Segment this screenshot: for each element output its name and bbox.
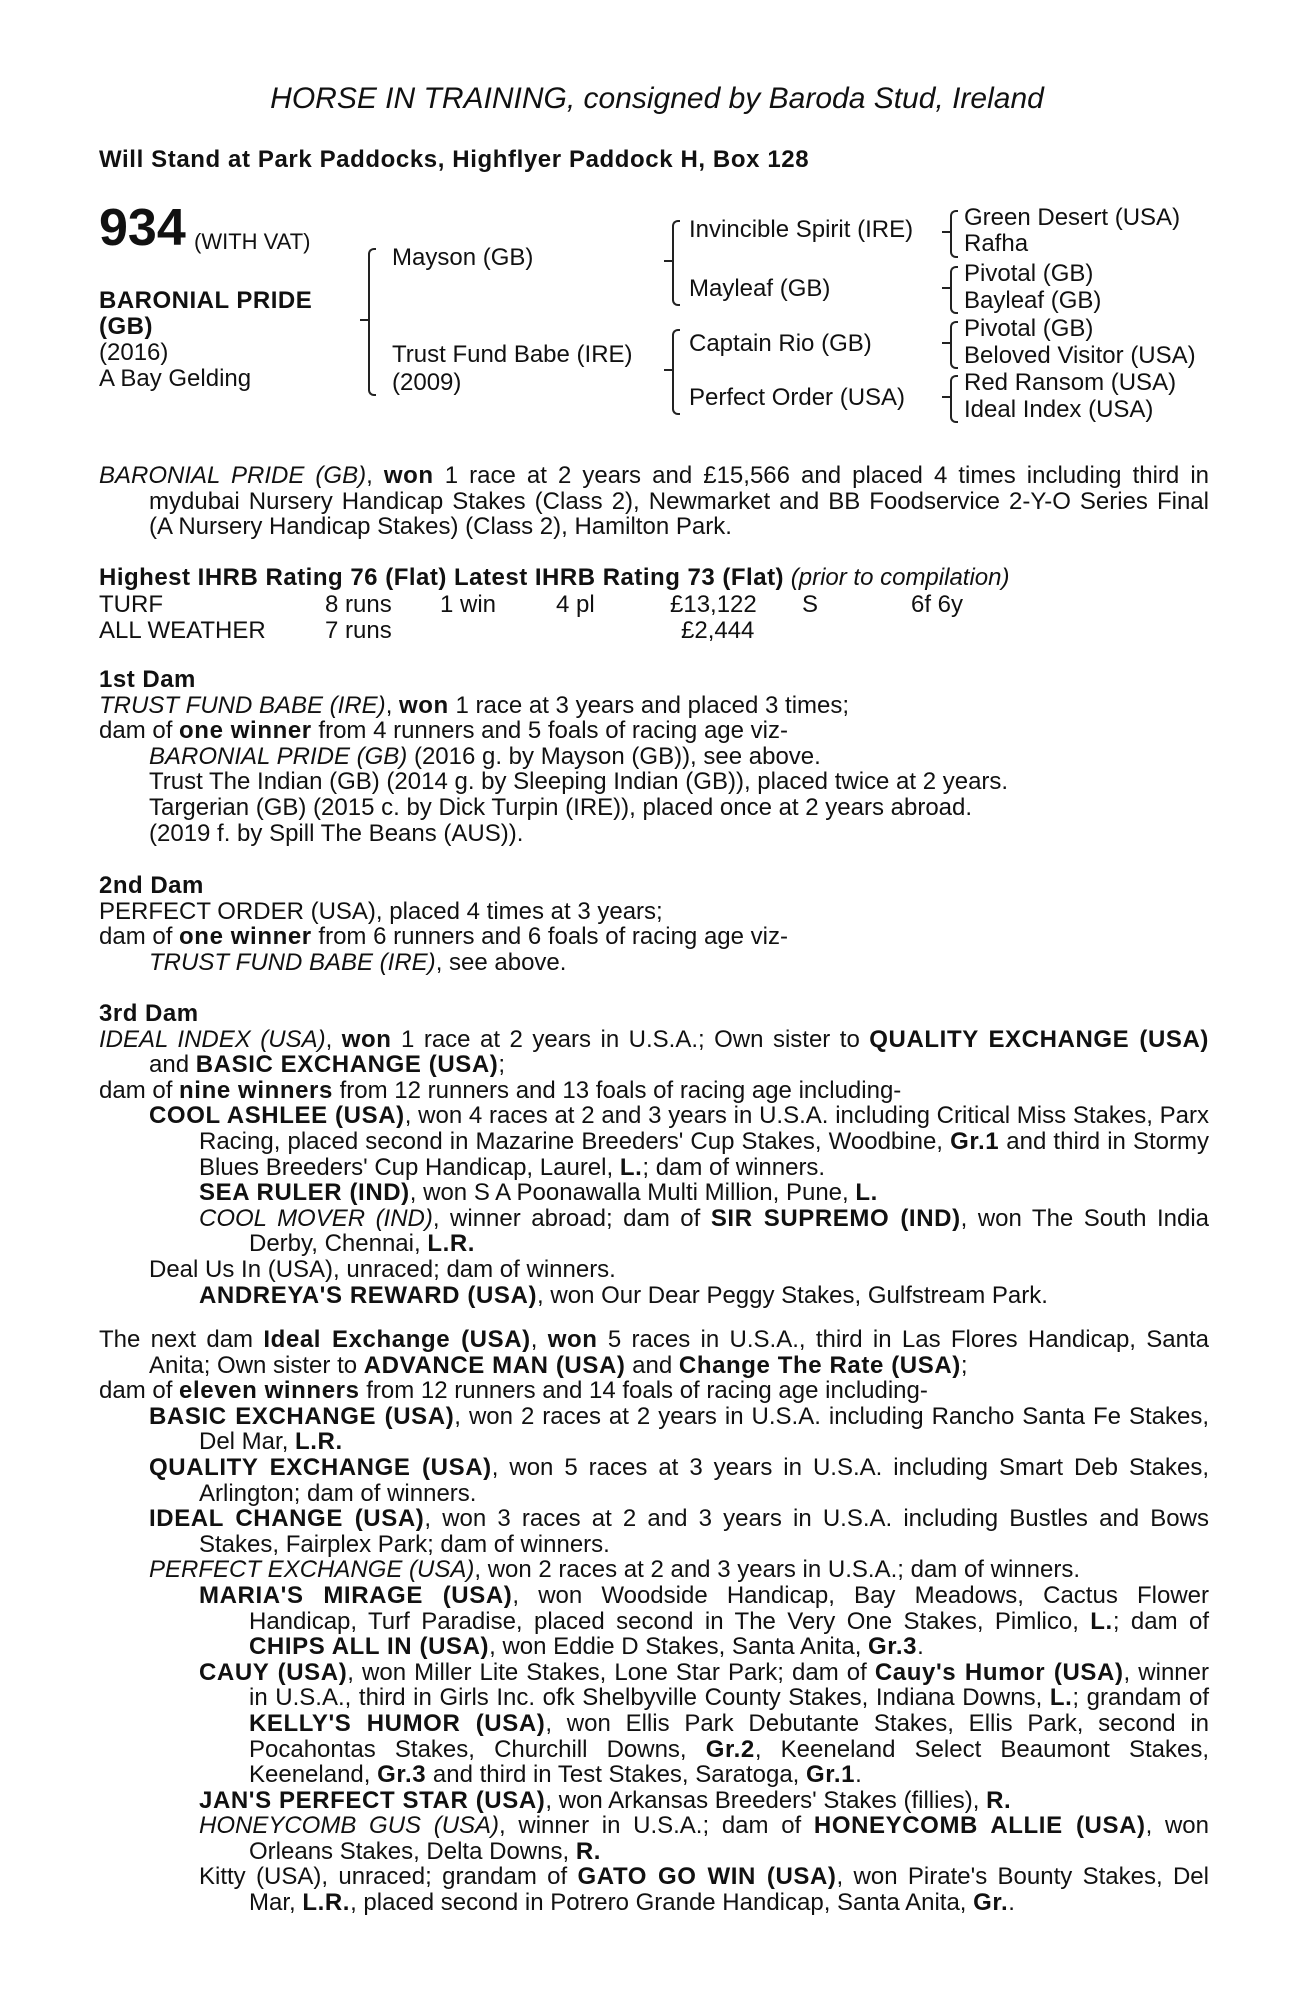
gen4-3: Pivotal (GB)	[964, 260, 1094, 287]
first-dam-section: 1st Dam TRUST FUND BABE (IRE), won 1 race at 3 years and placed 3 times; dam of one winner from 4 runners and 5 foals of racing age viz- BARONIAL PRIDE (GB) (2016 g. by Mayson (GB)), see above. Trust The Indian (GB) (2014 g. by Sleeping Indian (GB)), placed twice at 2 years. Targerian (GB) (2015 c. by Dick Turpin (IRE)), placed once at 2 years abroad. (2019 f. by Spill The Beans (AUS)).	[99, 667, 1209, 846]
next-dam-section: The next dam Ideal Exchange (USA), won 5 races in U.S.A., third in Las Flores Handicap, Santa Anita; Own sister to ADVANCE MAN (USA) and Change The Rate (USA); dam of eleven winners from 12 runners and 14 foals of racing age including- BASIC EXCHANGE (USA), won 2 races at 2 years in U.S.A. including Rancho Santa Fe Stakes, Del Mar, L.R. QUALITY EXCHANGE (USA), won 5 races at 3 years in U.S.A. including Smart Deb Stakes, Arlington; dam of winners. IDEAL CHANGE (USA), won 3 races at 2 and 3 years in U.S.A. including Bustles and Bows Stakes, Fairplex Park; dam of winners. PERFECT EXCHANGE (USA), won 2 races at 2 and 3 years in U.S.A.; dam of winners. MARIA'S MIRAGE (USA), won Woodside Handicap, Bay Meadows, Cactus Flower Handicap, Turf Paradise, placed second in The Very One Stakes, Pimlico, L.; dam of CHIPS ALL IN (USA), won Eddie D Stakes, Santa Anita, Gr.3. CAUY (USA), won Miller Lite Stakes, Lone Star Park; dam of Cauy's Humor (USA), winner in U.S.A., third in Girls Inc. ofk Shelbyville County Stakes, Indiana Downs, L.; grandam of KELLY'S HUMOR (USA), won Ellis Park Debutante Stakes, Ellis Park, second in Pocahontas Stakes, Churchill Downs, Gr.2, Keeneland Select Beaumont Stakes, Keeneland, Gr.3 and third in Test Stakes, Saratoga, Gr.1. JAN'S PERFECT STAR (USA), won Arkansas Breeders' Stakes (fillies), R. HONEYCOMB GUS (USA), winner in U.S.A.; dam of HONEYCOMB ALLIE (USA), won Orleans Stakes, Delta Downs, R. Kitty (USA), unraced; grandam of GATO GO WIN (USA), won Pirate's Bounty Stakes, Del Mar, L.R., placed second in Potrero Grande Handicap, Santa Anita, Gr..	[99, 1326, 1210, 1917]
dam: Trust Fund Babe (IRE)	[392, 341, 633, 368]
summary-won: won	[383, 462, 434, 489]
produce-item	[99, 1788, 1209, 1814]
produce-item	[99, 1404, 1209, 1455]
text: , won Orleans Stakes, Delta Downs,	[249, 1812, 1209, 1865]
horse-ref: BASIC EXCHANGE (USA)	[195, 1051, 499, 1079]
lot-number: 934	[99, 199, 186, 257]
record-surface: ALL WEATHER	[99, 617, 266, 644]
produce-name: QUALITY EXCHANGE (USA)	[149, 1453, 492, 1481]
text: 1 race at 2 years in U.S.A.; Own sister to	[391, 1025, 870, 1053]
text: The next dam	[99, 1326, 264, 1353]
gen4-1: Green Desert (USA)	[964, 204, 1181, 231]
text: , won S A Poonawalla Multi Million, Pune,	[409, 1179, 856, 1207]
text: , won 5 races at 3 years in U.S.A. including Smart Deb Stakes, Arlington; dam of winners.	[199, 1453, 1209, 1507]
produce-name: JAN'S PERFECT STAR (USA)	[199, 1786, 546, 1814]
horse-block	[99, 288, 312, 392]
second-dam-section	[99, 873, 1209, 975]
grade: L.	[855, 1179, 878, 1207]
produce-item: (2019 f. by Spill The Beans (AUS)).	[149, 819, 524, 847]
grade: Gr.1	[950, 1127, 1000, 1155]
grade: Gr.	[973, 1889, 1009, 1917]
first-dam-heading: 1st Dam	[99, 666, 196, 693]
text: ; dam of winners.	[642, 1153, 826, 1181]
dam-of-count: one winner	[179, 717, 312, 745]
gen3-4: Perfect Order (USA)	[689, 384, 906, 411]
third-dam-section: 3rd Dam IDEAL INDEX (USA), won 1 race at 2 years in U.S.A.; Own sister to QUALITY EXCHANGE (USA) and BASIC EXCHANGE (USA); dam of nine winners from 12 runners and 13 foals of racing age including- COOL ASHLEE (USA), won 4 races at 2 and 3 years in U.S.A. including Critical Miss Stakes, Parx Racing, placed second in Mazarine Breeders' Cup Stakes, Woodbine, Gr.1 and third in Stormy Blues Breeders' Cup Handicap, Laurel, L.; dam of winners. SEA RULER (IND), won S A Poonawalla Multi Million, Pune, L. COOL MOVER (IND), winner abroad; dam of SIR SUPREMO (IND), won The South India Derby, Chennai, L.R. Deal Us In (USA), unraced; dam of winners. ANDREYA'S REWARD (USA), won Our Dear Peggy Stakes, Gulfstream Park.	[99, 1000, 1210, 1309]
text: .	[917, 1633, 924, 1661]
produce-text: (2016 g. by Mayson (GB)), see above.	[407, 742, 821, 770]
grade: Gr.3	[868, 1633, 918, 1661]
dam-of-rest: from 4 runners and 5 foals of racing age viz-	[311, 717, 788, 745]
produce-name: BASIC EXCHANGE (USA)	[149, 1402, 455, 1430]
won-label: won	[547, 1326, 598, 1353]
pedigree-brace	[368, 248, 376, 396]
gen4-brace-1	[950, 210, 958, 258]
produce-item	[99, 1557, 1209, 1583]
text: , winner abroad; dam of	[432, 1204, 711, 1232]
gen3-1: Invincible Spirit (IRE)	[689, 216, 914, 243]
grade: Gr.3	[377, 1761, 427, 1789]
won-label: won	[341, 1025, 392, 1053]
produce-name: PERFECT EXCHANGE (USA)	[149, 1556, 475, 1584]
text: , won 4 races at 2 and 3 years in U.S.A. including Critical Miss Stakes, Parx Racing, placed second in Mazarine Breeders' Cup Stakes, Woodbine,	[199, 1102, 1209, 1155]
gen3-3: Captain Rio (GB)	[689, 330, 872, 357]
first-dam-record: 1 race at 3 years and placed 3 times;	[448, 691, 850, 719]
dam-of-count: nine winners	[179, 1076, 333, 1104]
summary-text: 1 race at 2 years and £15,566 and placed 4 times including third in mydubai Nursery Handicap Stakes (Class 2), Newmarket and BB Foodservice 2-Y-O Series Final (A Nursery Handicap Stakes) (Class 2), Hamilton Park.	[149, 462, 1210, 541]
record-placed: 4 pl	[556, 591, 595, 618]
record-going: S	[802, 591, 819, 618]
text: , won Our Dear Peggy Stakes, Gulfstream Park.	[537, 1281, 1048, 1309]
produce-name: CAUY (USA)	[199, 1658, 348, 1686]
record-surface: TURF	[99, 591, 163, 618]
grade: L.	[1049, 1684, 1073, 1712]
grade: Gr.2	[705, 1735, 755, 1763]
produce-item	[99, 1583, 1209, 1660]
text: , winner in U.S.A.; dam of	[499, 1812, 814, 1840]
text: ; dam of	[1112, 1607, 1209, 1635]
second-dam-heading: 2nd Dam	[99, 872, 204, 899]
text: , won 2 races at 2 and 3 years in U.S.A.; dam of winners.	[474, 1556, 1080, 1584]
horse-country: (GB)	[99, 313, 153, 340]
horse-description: A Bay Gelding	[99, 365, 252, 392]
dam-brace	[672, 329, 680, 415]
text: , won Eddie D Stakes, Santa Anita,	[489, 1633, 869, 1661]
gen4-brace-3-mid	[942, 342, 950, 344]
text: , winner in U.S.A., third in Girls Inc. ofk Shelbyville County Stakes, Indiana Downs,	[249, 1658, 1209, 1712]
dam-of-text: dam of	[99, 923, 180, 951]
text: Kitty (USA), unraced; grandam of	[199, 1863, 578, 1891]
third-dam-heading: 3rd Dam	[99, 1000, 199, 1027]
grade: L.R.	[302, 1889, 351, 1917]
text: ;	[960, 1351, 968, 1379]
produce-name: COOL ASHLEE (USA)	[149, 1102, 405, 1130]
dam-of-rest: from 12 runners and 14 foals of racing age including-	[359, 1377, 928, 1405]
gen4-7: Red Ransom (USA)	[964, 369, 1177, 396]
text: , won 2 races at 2 years in U.S.A. including Rancho Santa Fe Stakes, Del Mar,	[199, 1402, 1209, 1456]
text: , placed second in Potrero Grande Handicap, Santa Anita,	[350, 1889, 974, 1917]
text: .	[1008, 1889, 1015, 1917]
grade: R.	[575, 1837, 602, 1865]
produce-name: ANDREYA'S REWARD (USA)	[199, 1281, 538, 1309]
horse-ref: SIR SUPREMO (IND)	[710, 1204, 961, 1232]
gen4-8: Ideal Index (USA)	[964, 396, 1154, 423]
gen4-brace-2	[950, 266, 958, 314]
grade: Gr.1	[806, 1761, 856, 1789]
gen4-brace-4-mid	[942, 396, 950, 398]
text: , won Pirate's Bounty Stakes, Del Mar,	[249, 1863, 1209, 1917]
sire: Mayson (GB)	[392, 244, 534, 271]
record-prize: £13,122	[670, 591, 757, 618]
horse-ref: GATO GO WIN (USA)	[577, 1863, 837, 1891]
text: and	[625, 1351, 679, 1379]
sire-brace-mid	[664, 260, 672, 262]
vat-note: (WITH VAT)	[194, 229, 311, 254]
gen4-brace-4	[950, 375, 958, 423]
gen4-brace-2-mid	[942, 287, 950, 289]
produce-item	[99, 1813, 1209, 1864]
produce-item	[99, 1506, 1209, 1557]
text: , won Miller Lite Stakes, Lone Star Park; dam of	[347, 1658, 875, 1686]
horse-ref: Change The Rate (USA)	[678, 1351, 961, 1379]
sire-brace	[672, 220, 680, 306]
produce-item	[99, 1180, 1209, 1206]
produce-item: Trust The Indian (GB) (2014 g. by Sleeping Indian (GB)), placed twice at 2 years.	[149, 768, 1009, 796]
produce-name: TRUST FUND BABE (IRE)	[149, 948, 436, 976]
text: , won Woodside Handicap, Bay Meadows, Cactus Flower Handicap, Turf Paradise, placed second in The Very One Stakes, Pimlico,	[249, 1581, 1209, 1635]
text: ;	[498, 1051, 506, 1079]
dam-of-text: dam of	[99, 717, 180, 745]
pedigree-brace-mid	[360, 319, 368, 321]
text: .	[855, 1761, 862, 1789]
text: and third in Test Stakes, Saratoga,	[426, 1761, 806, 1789]
produce-name: SEA RULER (IND)	[199, 1179, 410, 1207]
horse-ref: CHIPS ALL IN (USA)	[249, 1633, 490, 1661]
dam-year: (2009)	[392, 369, 462, 396]
text: , won Arkansas Breeders' Stakes (fillies),	[545, 1786, 987, 1814]
dam-of-text: dam of	[99, 1076, 180, 1104]
dam-of-count: eleven winners	[179, 1377, 360, 1405]
grade: R.	[986, 1786, 1012, 1814]
third-dam-name: IDEAL INDEX (USA)	[99, 1025, 326, 1053]
grade: L.R.	[295, 1428, 343, 1456]
produce-name: HONEYCOMB GUS (USA)	[199, 1812, 500, 1840]
horse-ref: ADVANCE MAN (USA)	[363, 1351, 626, 1379]
grade: L.	[1090, 1607, 1113, 1635]
text: , won Ellis Park Debutante Stakes, Ellis Park, second in Pocahontas Stakes, Churchill Downs,	[249, 1709, 1209, 1763]
text: , Keeneland Select Beaumont Stakes, Keeneland,	[249, 1735, 1209, 1789]
produce-name: BARONIAL PRIDE (GB)	[149, 742, 408, 770]
text: ; grandam of	[1072, 1684, 1209, 1712]
horse-ref: HONEYCOMB ALLIE (USA)	[813, 1812, 1146, 1840]
produce-item	[99, 1103, 1209, 1180]
dam-of-text: dam of	[99, 1377, 180, 1405]
text: and	[149, 1051, 196, 1079]
produce-name: MARIA'S MIRAGE (USA)	[199, 1581, 513, 1609]
produce-item	[99, 1206, 1209, 1257]
produce-item	[99, 1283, 1209, 1309]
produce-item: Targerian (GB) (2015 c. by Dick Turpin (IRE)), placed once at 2 years abroad.	[149, 793, 973, 821]
horse-ref: KELLY'S HUMOR (USA)	[249, 1709, 546, 1737]
record-runs: 8 runs	[325, 591, 392, 618]
gen3-2: Mayleaf (GB)	[689, 275, 831, 302]
ratings-line	[99, 565, 1209, 591]
produce-item: Deal Us In (USA), unraced; dam of winners.	[149, 1255, 616, 1283]
produce-item	[99, 1660, 1209, 1788]
record-prize: £2,444	[681, 617, 755, 644]
horse-ref: Cauy's Humor (USA)	[874, 1658, 1124, 1686]
dam-of-count: one winner	[179, 923, 312, 951]
record-wins: 1 win	[440, 591, 497, 618]
horse-year: (2016)	[99, 339, 169, 366]
dam-brace-mid	[664, 369, 672, 371]
first-dam-won: won	[399, 691, 449, 719]
gen4-6: Beloved Visitor (USA)	[964, 342, 1196, 369]
record-distance: 6f 6y	[911, 591, 964, 618]
location-line: Will Stand at Park Paddocks, Highflyer Paddock H, Box 128	[99, 146, 810, 173]
gen4-brace-3	[950, 321, 958, 369]
gen4-4: Bayleaf (GB)	[964, 287, 1102, 314]
record-runs: 7 runs	[325, 617, 392, 644]
next-dam-name: Ideal Exchange (USA)	[263, 1326, 531, 1353]
produce-item	[99, 1455, 1209, 1506]
produce-name: COOL MOVER (IND)	[199, 1204, 433, 1232]
dam-of-rest: from 6 runners and 6 foals of racing age viz-	[311, 923, 788, 951]
ratings-note: (prior to compilation)	[790, 564, 1010, 591]
horse-ref: QUALITY EXCHANGE (USA)	[869, 1025, 1210, 1053]
summary-paragraph: BARONIAL PRIDE (GB), won 1 race at 2 years and £15,566 and placed 4 times including third in mydubai Nursery Handicap Stakes (Class 2), Newmarket and BB Foodservice 2-Y-O Series Final (A Nursery Handicap Stakes) (Class 2), Hamilton Park.	[99, 462, 1210, 541]
text: , won 3 races at 2 and 3 years in U.S.A. including Bustles and Bows Stakes, Fairplex Park; dam of winners.	[199, 1505, 1209, 1558]
second-dam-line: PERFECT ORDER (USA), placed 4 times at 3 years;	[99, 897, 663, 925]
produce-item	[99, 1864, 1209, 1915]
gen4-2: Rafha	[964, 230, 1029, 257]
produce-name: IDEAL CHANGE (USA)	[149, 1505, 425, 1533]
dam-of-rest: from 12 runners and 13 foals of racing age including-	[332, 1076, 902, 1104]
grade: L.R.	[427, 1230, 476, 1258]
text: and third in Stormy Blues Breeders' Cup Handicap, Laurel,	[199, 1127, 1209, 1181]
gen4-brace-1-mid	[942, 231, 950, 233]
text: , won The South India Derby, Chennai,	[249, 1204, 1210, 1258]
first-dam-name: TRUST FUND BABE (IRE)	[99, 691, 386, 719]
page-title: HORSE IN TRAINING, consigned by Baroda Stud, Ireland	[270, 82, 1044, 115]
summary-horse: BARONIAL PRIDE (GB)	[99, 462, 367, 489]
text: 5 races in U.S.A., third in Las Flores Handicap, Santa Anita; Own sister to	[149, 1326, 1210, 1379]
horse-name: BARONIAL PRIDE	[99, 287, 313, 314]
produce-item	[99, 744, 1209, 770]
produce-text: , see above.	[435, 948, 567, 976]
gen4-5: Pivotal (GB)	[964, 315, 1094, 342]
ratings-text: Highest IHRB Rating 76 (Flat) Latest IHRB Rating 73 (Flat)	[99, 564, 785, 591]
grade: L.	[619, 1153, 643, 1181]
